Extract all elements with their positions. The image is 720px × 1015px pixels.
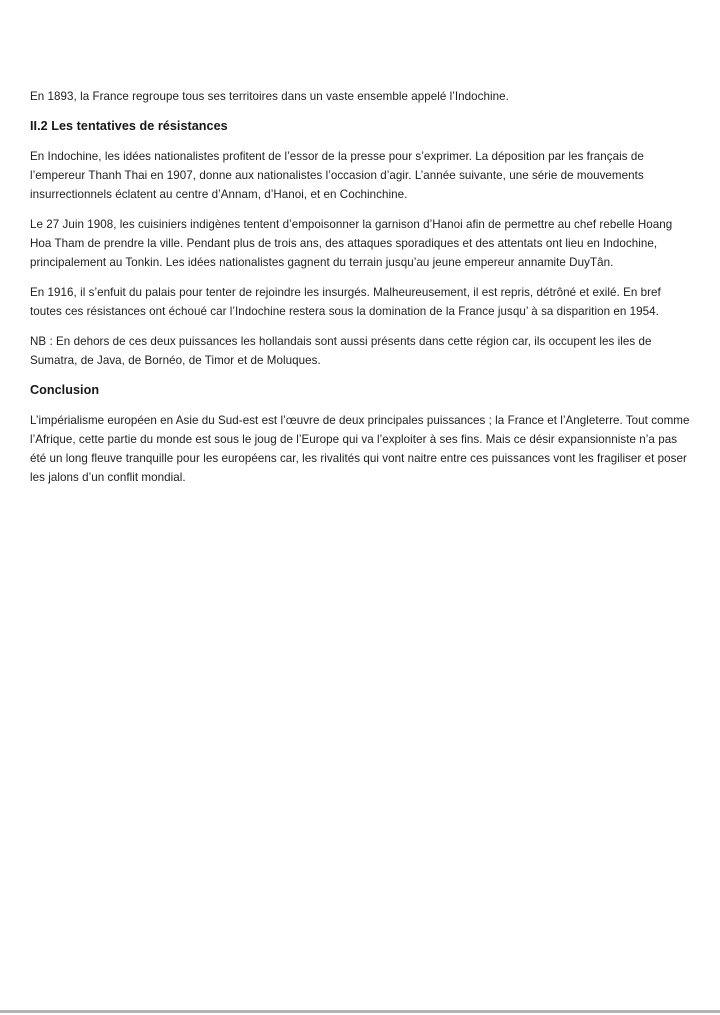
document-text-body [30, 87, 694, 498]
paragraph-cuisiniers-1908: Le 27 Juin 1908, les cuisiniers indigènes tentent d’empoisonner la garnison d’Hanoi afin de permettre au chef rebelle Hoang Hoa Tham de prendre la ville. Pendant plus de trois ans, des attaques sporadiques et des attentats ont lieu en Indochine, principalement au Tonkin. Les idées nationalistes gagnent du terrain jusqu’au jeune empereur annamite DuyTân. [30, 218, 673, 269]
paragraph-conclusion: L’impérialisme européen en Asie du Sud-est est l’œuvre de deux principales puissances ; la France et l’Angleterre. Tout comme l’Afrique, cette partie du monde est sous le joug de l’Europe qui va l’exploiter à ses fins. Mais ce désir expansionniste n’a pas été un long fleuve tranquille pour les européens car, les rivalités qui vont naitre entre ces puissances vont les fragiliser et poser les jalons d’un conflit mondial. [30, 414, 690, 484]
page-boundary-line [0, 1010, 720, 1013]
paragraph-indochine-1893: En 1893, la France regroupe tous ses territoires dans un vaste ensemble appelé l’Indochine. [30, 90, 509, 103]
paragraph-idees-nationalistes: En Indochine, les idées nationalistes profitent de l’essor de la presse pour s’exprimer. La déposition par les français de l’empereur Thanh Thai en 1907, donne aux nationalistes l’occasion d’agir. L’année suivante, une série de mouvements insurrectionnels éclatent au centre d’Annam, d’Hanoi, et en Cochinchine. [30, 150, 644, 201]
section-heading-tentatives-de-resistances: II.2 Les tentatives de résistances [30, 119, 228, 133]
paragraph-nb-hollandais: NB : En dehors de ces deux puissances les hollandais sont aussi présents dans cette région car, ils occupent les iles de Sumatra, de Java, de Bornéo, de Timor et de Moluques. [30, 335, 652, 367]
section-heading-conclusion: Conclusion [30, 383, 100, 397]
paragraph-fuite-1916: En 1916, il s’enfuit du palais pour tenter de rejoindre les insurgés. Malheureusement, il est repris, détrôné et exilé. En bref toutes ces résistances ont échoué car l’Indochine restera sous la domination de la France jusqu’ à sa disparition en 1954. [30, 286, 661, 318]
